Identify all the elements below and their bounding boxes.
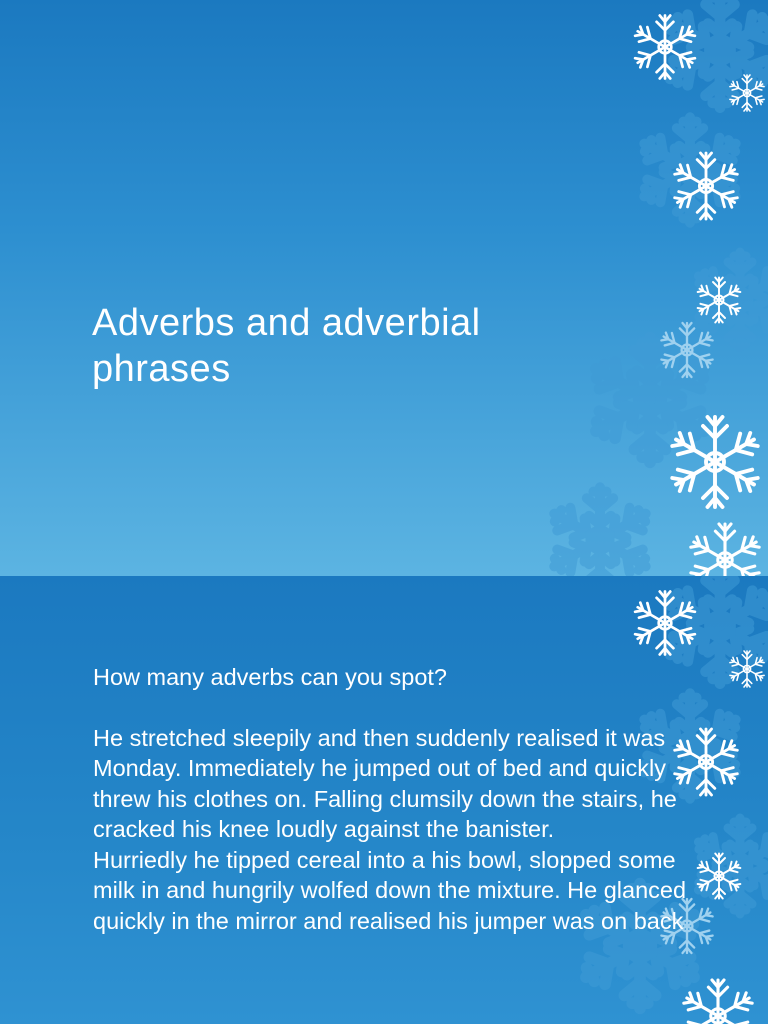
paragraph-1: He stretched sleepily and then suddenly realised it was Monday. Immediately he jumped out of bed and quickly threw his clothes on. Falling clumsily down the stairs, he cracked his knee loudly against the banister. <box>93 724 677 842</box>
paragraph-2: Hurriedly he tipped cereal into a his bowl, slopped some milk in and hungrily wolfed down the mixture. He glanced quickly in the mirror and realised his jumper was on back <box>93 846 687 934</box>
question-text: How many adverbs can you spot? <box>93 664 447 690</box>
content-slide <box>0 576 768 1024</box>
slide-title: Adverbs and adverbial phrases <box>92 302 481 390</box>
slide-body <box>93 662 693 936</box>
